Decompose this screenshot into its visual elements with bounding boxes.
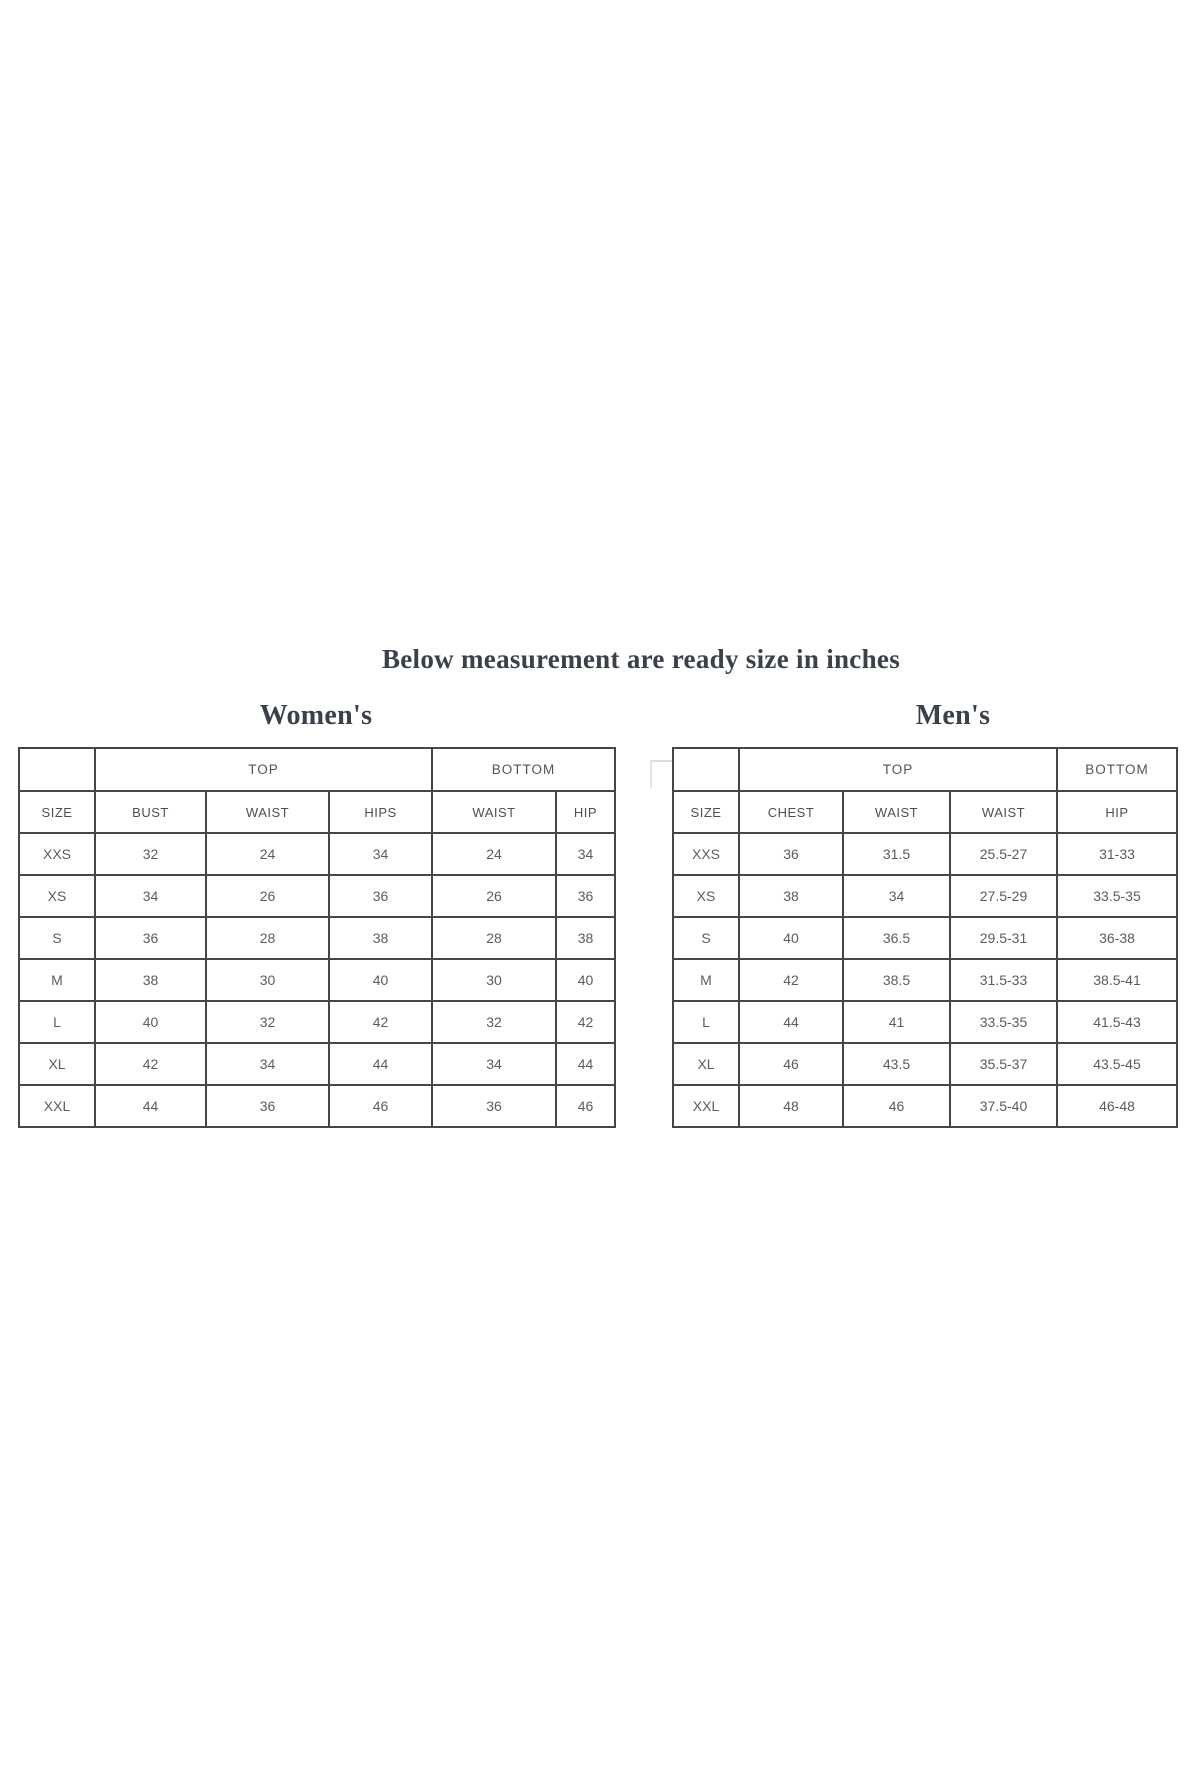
measurement-cell: 30 xyxy=(206,959,329,1001)
measurement-cell: 27.5-29 xyxy=(950,875,1057,917)
measurement-cell: 42 xyxy=(95,1043,206,1085)
measurement-cell: 34 xyxy=(206,1043,329,1085)
measurement-cell: 32 xyxy=(95,833,206,875)
measurement-cell: 33.5-35 xyxy=(1057,875,1177,917)
size-label-cell: XXS xyxy=(19,833,95,875)
measurement-cell: 36 xyxy=(556,875,615,917)
measurement-cell: 44 xyxy=(739,1001,843,1043)
table-row xyxy=(19,1085,615,1127)
measurement-cell: 36-38 xyxy=(1057,917,1177,959)
measurement-cell: 38 xyxy=(739,875,843,917)
measurement-cell: 31.5 xyxy=(843,833,950,875)
measurement-cell: 46 xyxy=(556,1085,615,1127)
size-label-cell: S xyxy=(673,917,739,959)
measurement-cell: 41 xyxy=(843,1001,950,1043)
measurement-cell: 34 xyxy=(95,875,206,917)
table-row xyxy=(673,833,1177,875)
measurement-cell: 36 xyxy=(95,917,206,959)
measurement-cell: 25.5-27 xyxy=(950,833,1057,875)
column-header-waist: WAIST xyxy=(206,791,329,833)
measurement-cell: 36 xyxy=(329,875,432,917)
measurement-cell: 34 xyxy=(556,833,615,875)
size-label-cell: L xyxy=(673,1001,739,1043)
column-header-waist: WAIST xyxy=(843,791,950,833)
column-header-hip: HIP xyxy=(1057,791,1177,833)
table-row xyxy=(673,1043,1177,1085)
measurement-cell: 40 xyxy=(739,917,843,959)
bottom-group-header: BOTTOM xyxy=(432,748,615,791)
size-label-cell: XXL xyxy=(673,1085,739,1127)
column-header-waist: WAIST xyxy=(432,791,556,833)
column-header-chest: CHEST xyxy=(739,791,843,833)
measurement-cell: 36 xyxy=(739,833,843,875)
top-group-header: TOP xyxy=(95,748,432,791)
mens-group-header-row xyxy=(673,748,1177,791)
measurement-cell: 46 xyxy=(739,1043,843,1085)
measurement-cell: 40 xyxy=(329,959,432,1001)
measurement-cell: 35.5-37 xyxy=(950,1043,1057,1085)
size-label-cell: XS xyxy=(19,875,95,917)
measurement-cell: 36 xyxy=(432,1085,556,1127)
measurement-cell: 43.5-45 xyxy=(1057,1043,1177,1085)
measurement-cell: 34 xyxy=(432,1043,556,1085)
size-label-cell: M xyxy=(673,959,739,1001)
measurement-cell: 36.5 xyxy=(843,917,950,959)
size-label-cell: L xyxy=(19,1001,95,1043)
column-header-size: SIZE xyxy=(673,791,739,833)
measurement-cell: 38.5 xyxy=(843,959,950,1001)
measurement-cell: 42 xyxy=(739,959,843,1001)
measurement-cell: 31.5-33 xyxy=(950,959,1057,1001)
measurement-cell: 28 xyxy=(432,917,556,959)
measurement-cell: 32 xyxy=(432,1001,556,1043)
size-label-cell: M xyxy=(19,959,95,1001)
column-header-size: SIZE xyxy=(19,791,95,833)
column-header-hip: HIP xyxy=(556,791,615,833)
measurement-cell: 43.5 xyxy=(843,1043,950,1085)
measurement-cell: 42 xyxy=(329,1001,432,1043)
top-group-header: TOP xyxy=(739,748,1057,791)
measurement-cell: 29.5-31 xyxy=(950,917,1057,959)
size-label-cell: XS xyxy=(673,875,739,917)
measurement-cell: 40 xyxy=(95,1001,206,1043)
table-row xyxy=(19,1043,615,1085)
measurement-cell: 26 xyxy=(432,875,556,917)
column-header-bust: BUST xyxy=(95,791,206,833)
womens-size-table xyxy=(18,747,616,1128)
mens-column-header-row xyxy=(673,791,1177,833)
womens-column-header-row xyxy=(19,791,615,833)
page-title: Below measurement are ready size in inches xyxy=(381,644,901,674)
empty-corner-cell xyxy=(673,748,739,791)
measurement-cell: 41.5-43 xyxy=(1057,1001,1177,1043)
size-label-cell: S xyxy=(19,917,95,959)
measurement-cell: 38 xyxy=(95,959,206,1001)
table-row xyxy=(673,1001,1177,1043)
measurement-cell: 46 xyxy=(329,1085,432,1127)
measurement-cell: 28 xyxy=(206,917,329,959)
mens-section-title: Men's xyxy=(915,700,991,731)
size-label-cell: XXL xyxy=(19,1085,95,1127)
womens-group-header-row xyxy=(19,748,615,791)
size-label-cell: XXS xyxy=(673,833,739,875)
measurement-cell: 44 xyxy=(95,1085,206,1127)
measurement-cell: 44 xyxy=(556,1043,615,1085)
measurement-cell: 31-33 xyxy=(1057,833,1177,875)
measurement-cell: 36 xyxy=(206,1085,329,1127)
measurement-cell: 38.5-41 xyxy=(1057,959,1177,1001)
table-row xyxy=(673,917,1177,959)
measurement-cell: 42 xyxy=(556,1001,615,1043)
measurement-cell: 37.5-40 xyxy=(950,1085,1057,1127)
measurement-cell: 46-48 xyxy=(1057,1085,1177,1127)
mens-size-table xyxy=(672,747,1178,1128)
womens-section-title: Women's xyxy=(259,700,373,731)
table-row xyxy=(19,875,615,917)
size-label-cell: XL xyxy=(673,1043,739,1085)
table-row xyxy=(673,959,1177,1001)
column-header-hips: HIPS xyxy=(329,791,432,833)
measurement-cell: 33.5-35 xyxy=(950,1001,1057,1043)
measurement-cell: 24 xyxy=(432,833,556,875)
measurement-cell: 34 xyxy=(329,833,432,875)
table-row xyxy=(673,1085,1177,1127)
measurement-cell: 26 xyxy=(206,875,329,917)
measurement-cell: 30 xyxy=(432,959,556,1001)
size-label-cell: XL xyxy=(19,1043,95,1085)
measurement-cell: 46 xyxy=(843,1085,950,1127)
table-row xyxy=(19,833,615,875)
measurement-cell: 48 xyxy=(739,1085,843,1127)
measurement-cell: 34 xyxy=(843,875,950,917)
table-row xyxy=(19,1001,615,1043)
column-header-waist: WAIST xyxy=(950,791,1057,833)
table-row xyxy=(19,959,615,1001)
measurement-cell: 24 xyxy=(206,833,329,875)
measurement-cell: 38 xyxy=(329,917,432,959)
measurement-cell: 38 xyxy=(556,917,615,959)
table-row xyxy=(673,875,1177,917)
table-row xyxy=(19,917,615,959)
empty-corner-cell xyxy=(19,748,95,791)
measurement-cell: 44 xyxy=(329,1043,432,1085)
bottom-group-header: BOTTOM xyxy=(1057,748,1177,791)
measurement-cell: 32 xyxy=(206,1001,329,1043)
measurement-cell: 40 xyxy=(556,959,615,1001)
